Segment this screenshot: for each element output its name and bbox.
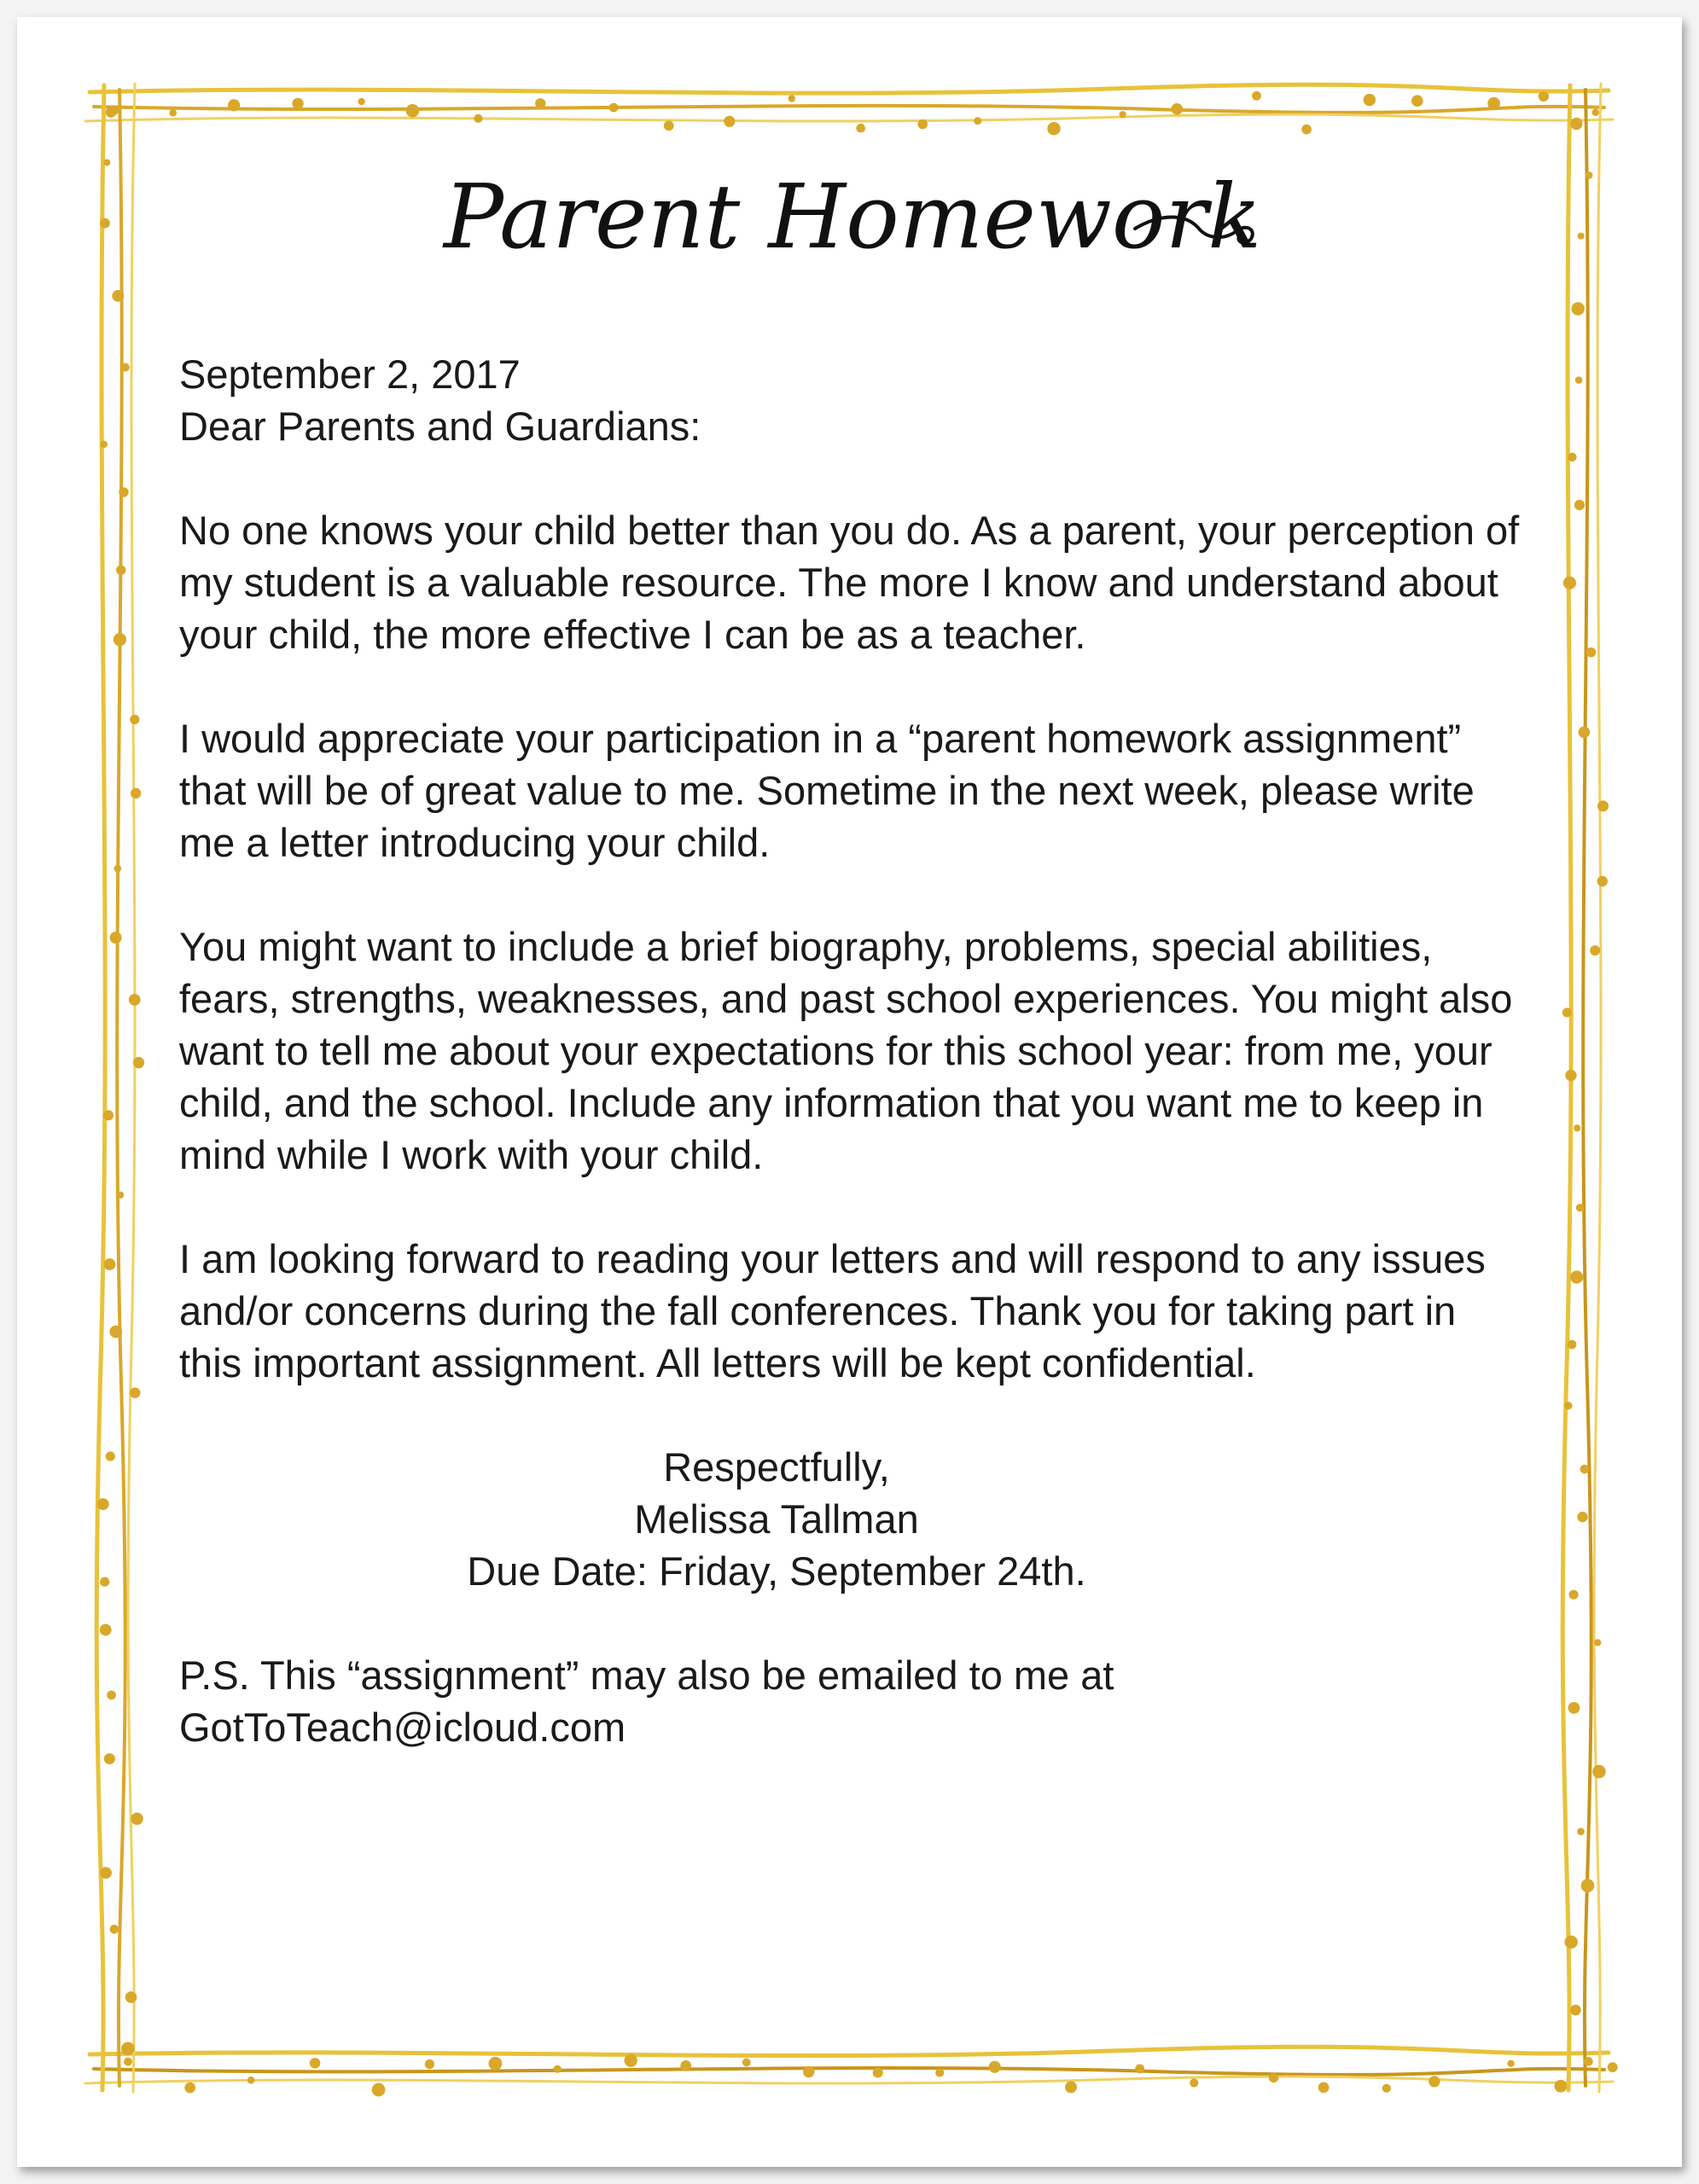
gold-dot	[1563, 577, 1576, 590]
gold-dot	[1597, 800, 1609, 811]
gold-dot	[1568, 453, 1576, 462]
gold-dot	[1382, 2084, 1391, 2093]
gold-dot	[1135, 2065, 1144, 2074]
gold-dot	[680, 2060, 691, 2071]
gold-dot	[1576, 1204, 1584, 1211]
paragraph-4: I am looking forward to reading your letters and will respond to any issues and/or concerns during the fall conferences. Thank you for taking part in this important assignment. All letters will be kept confidential.	[179, 1236, 1486, 1385]
gold-dot	[1577, 1828, 1585, 1836]
gold-dot	[114, 865, 122, 873]
gold-dot	[974, 117, 981, 125]
gold-dot	[119, 487, 129, 497]
gold-dot	[1562, 1008, 1572, 1017]
gold-dot	[100, 1624, 112, 1636]
gold-dot	[989, 2061, 1001, 2073]
letter-body	[179, 348, 1527, 1753]
gold-dot	[1594, 1639, 1601, 1646]
gold-dot	[1564, 1936, 1577, 1949]
gold-dot	[106, 1451, 115, 1461]
gold-dot	[406, 104, 420, 118]
gold-dot	[100, 1577, 109, 1587]
gold-dot	[103, 159, 110, 166]
gold-dot	[1580, 1465, 1590, 1474]
gold-dot	[104, 1753, 115, 1764]
gold-dot	[873, 2068, 883, 2078]
gold-dot	[117, 1192, 124, 1199]
gold-dot	[1584, 2057, 1593, 2066]
paragraph-2: I would appreciate your participation in a “parent homework assignment” that will be of great value to me. Sometime in the next week, please write me a letter introducing your child.	[179, 716, 1475, 865]
gold-dot	[1586, 648, 1597, 658]
gold-dot	[1120, 111, 1126, 118]
gold-dot	[1568, 1590, 1578, 1600]
gold-dot	[1564, 1402, 1572, 1409]
gold-dot	[1507, 2060, 1514, 2067]
gold-dot	[1581, 1879, 1595, 1892]
page-title	[427, 162, 1280, 290]
gold-dot	[788, 95, 795, 102]
gold-dot	[1555, 2080, 1568, 2093]
gold-dot	[100, 1867, 112, 1879]
gold-dot	[1428, 2076, 1440, 2087]
signature: Melissa Tallman	[634, 1496, 919, 1542]
paragraph-1: No one knows your child better than you do. As a parent, your perception of my student is a valuable resource. The more I know and understand about your child, the more effective I can be as a teacher.	[179, 508, 1520, 657]
gold-dot	[1252, 91, 1261, 101]
gold-dot	[1571, 302, 1584, 315]
gold-dot	[125, 1991, 137, 2003]
gold-dot	[1597, 876, 1608, 886]
gold-dot	[1570, 1270, 1583, 1283]
gold-dot	[935, 2069, 944, 2077]
gold-dot	[425, 2059, 434, 2069]
gold-dot	[1190, 2078, 1198, 2087]
gold-dot	[1592, 109, 1599, 116]
gold-dot	[1487, 97, 1500, 110]
gold-dot	[1047, 122, 1060, 135]
gold-dot	[1568, 1702, 1580, 1714]
gold-dot	[247, 2077, 255, 2084]
gold-dot	[129, 994, 141, 1006]
gold-dot	[1570, 2005, 1581, 2016]
page-title-text: Parent Homework	[444, 165, 1262, 269]
gold-dot	[107, 1691, 116, 1700]
gold-dot	[121, 363, 130, 371]
gold-dot	[624, 2053, 637, 2066]
gold-dot	[130, 1387, 141, 1398]
gold-dot	[609, 103, 619, 113]
letter-date: September 2, 2017	[179, 351, 521, 397]
gold-dot	[474, 114, 482, 123]
gold-dot	[97, 1498, 109, 1510]
gold-dot	[310, 2058, 320, 2068]
gold-dot	[535, 98, 545, 108]
gold-dot	[1301, 125, 1312, 135]
paragraph-3: You might want to include a brief biography, problems, special abilities, fears, strengths, weaknesses, and past school experiences. You might also want to tell me about your expectations for this school year: from me, your child, and the school. Include any information that you want me to keep in mind while I work with your child.	[179, 924, 1513, 1177]
email-address: GotToTeach@icloud.com	[179, 1705, 626, 1750]
gold-dot	[554, 2065, 561, 2073]
gold-dot	[1065, 2081, 1077, 2093]
gold-dot	[1574, 1124, 1580, 1131]
gold-dot	[292, 98, 303, 109]
gold-dot	[1269, 2073, 1279, 2083]
gold-dot	[1570, 118, 1582, 130]
gold-dot	[110, 932, 122, 944]
gold-dot	[1172, 103, 1183, 114]
gold-dot	[1565, 1070, 1576, 1081]
gold-dot	[1539, 91, 1549, 102]
gold-dot	[724, 116, 735, 127]
gold-dot	[100, 441, 108, 449]
gold-dot	[131, 1813, 143, 1825]
gold-dot	[856, 124, 865, 133]
gold-dot	[100, 218, 110, 229]
gold-dot	[116, 566, 125, 575]
gold-dot	[1608, 2062, 1618, 2072]
gold-dot	[130, 715, 139, 724]
gold-dot	[133, 1057, 144, 1068]
gold-dot	[124, 2058, 132, 2066]
gold-dot	[121, 2042, 135, 2056]
gold-dot	[104, 1258, 116, 1270]
gold-dot	[488, 2057, 502, 2071]
due-date: Due Date: Friday, September 24th.	[467, 1548, 1086, 1594]
gold-dot	[169, 109, 177, 117]
gold-dot	[110, 1925, 119, 1934]
gold-dot	[131, 788, 141, 799]
gold-dot	[1578, 233, 1585, 240]
ps-line: P.S. This “assignment” may also be emailed to me at	[179, 1653, 1114, 1698]
gold-dot	[803, 2066, 814, 2077]
closing: Respectfully,	[663, 1444, 890, 1490]
gold-dot	[1364, 94, 1376, 106]
gold-dot	[1574, 500, 1585, 510]
gold-dot	[358, 98, 364, 105]
gold-dot	[228, 99, 240, 111]
gold-dot	[1586, 171, 1593, 179]
gold-dot	[1318, 2082, 1330, 2094]
gold-dot	[664, 120, 674, 131]
gold-dot	[110, 107, 119, 115]
gold-dot	[1579, 727, 1591, 739]
gold-dot	[113, 633, 126, 646]
gold-dot	[372, 2083, 386, 2097]
gold-dot	[917, 119, 928, 130]
gold-dot	[1568, 1340, 1577, 1350]
gold-dot	[184, 2082, 195, 2094]
gold-dot	[1411, 95, 1423, 107]
gold-dot	[112, 290, 124, 302]
gold-dot	[109, 1326, 122, 1339]
letter-salutation: Dear Parents and Guardians:	[179, 404, 701, 449]
gold-dot	[1590, 945, 1600, 956]
gold-dot	[103, 1110, 113, 1120]
gold-dot	[1592, 1765, 1606, 1779]
gold-dot	[742, 2059, 751, 2067]
gold-dot	[1577, 1512, 1587, 1522]
gold-dot	[1575, 376, 1583, 384]
